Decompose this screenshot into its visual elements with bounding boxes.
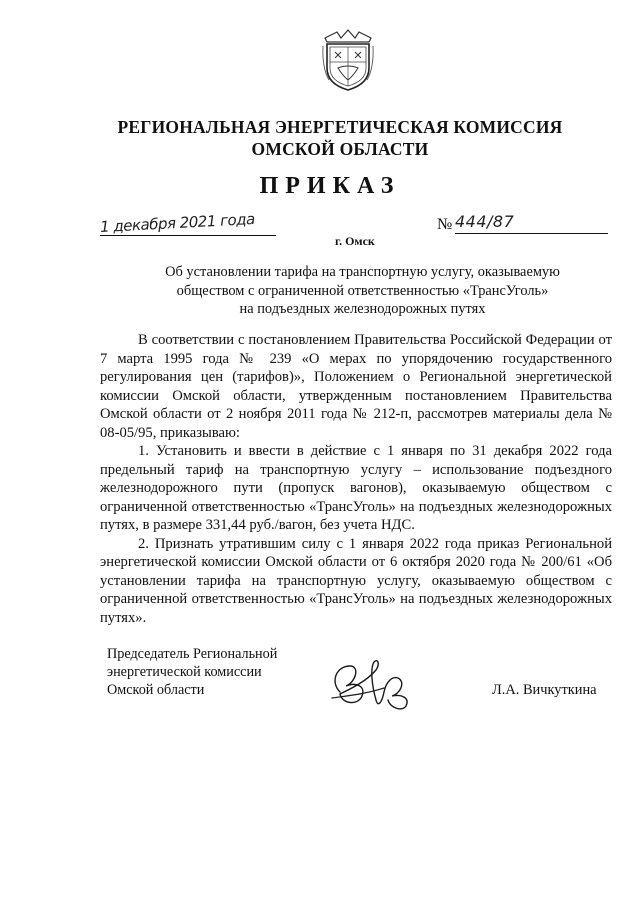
document-body [100,331,612,627]
subject-line: Об установлении тарифа на транспортную услугу, оказываемую [165,264,560,280]
document-subject [100,263,625,319]
signatory-position-line: Омской области [107,682,205,698]
document-number: 444/87 [455,212,515,231]
number-underline [455,233,608,234]
signatory-position-line: энергетической комиссии [107,664,262,680]
body-paragraph-item-1: 1. Установить и ввести в действие с 1 января по 31 декабря 2022 года предельный тариф на транспортную услугу – использование подъездного железнодорожного пути (пропуск вагонов), оказываемую обществом с ограниченной ответственностью «ТрансУголь» на подъездных железнодорожных путях, в размере 331,44 руб./вагон, без учета НДС. [100,443,612,533]
signatory-position [107,645,277,699]
body-paragraph-item-2: 2. Признать утратившим силу с 1 января 2022 года приказ Региональной энергетической комиссии Омской области от 6 октября 2020 года № 200/61 «Об установлении тарифа на транспортную услугу, оказываемую обществом с ограниченной ответственностью «ТрансУголь» на подъездных железнодорожных путях». [100,535,612,626]
org-name-line2: ОМСКОЙ ОБЛАСТИ [251,139,429,159]
coat-of-arms-emblem [321,28,375,92]
handwritten-signature [326,652,422,714]
document-date: 1 декабря 2021 года [99,209,256,237]
document-title: ПРИКАЗ [259,173,401,199]
document-city: г. Омск [335,234,375,248]
date-underline [100,235,276,236]
body-paragraph-preamble: В соответствии с постановлением Правительства Российской Федерации от 7 марта 1995 года № 239 «О мерах по упорядочению государственного регулирования цен (тарифов)», Положением о Региональной энергетической комиссии Омской области, утвержденным постановлением Правительства Омской области от 2 ноября 2011 года № 212-п, рассмотрев материалы дела № 08-05/95, приказываю: [100,332,612,441]
org-name-line1: РЕГИОНАЛЬНАЯ ЭНЕРГЕТИЧЕСКАЯ КОМИССИЯ [117,117,563,137]
signatory-position-line: Председатель Региональной [107,646,278,662]
subject-line: на подъездных железнодорожных путях [239,301,486,317]
signatory-name: Л.А. Вичкуткина [492,682,597,698]
number-sign: № [437,216,453,233]
subject-line: обществом с ограниченной ответственностью «ТрансУголь» [176,282,549,299]
